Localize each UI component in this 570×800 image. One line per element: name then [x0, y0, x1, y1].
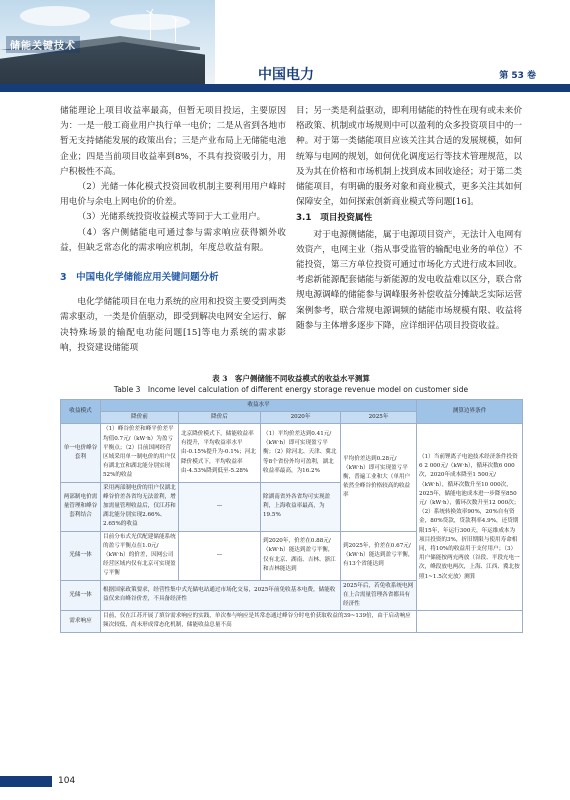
- revenue-table: [60, 399, 523, 633]
- cell-2025: 2025年后，若免收系统电网在上合需量管理各省都具有经济性: [341, 580, 417, 611]
- cell-price-after: —: [179, 531, 261, 580]
- paragraph: （3）光储系统投资收益模式等同于大工业用户。: [77, 212, 266, 223]
- header-2020: 2020年: [261, 412, 341, 424]
- header-mode: 收益模式: [61, 400, 101, 424]
- cell-mode: 光储一体: [61, 580, 101, 611]
- cell-2020: 除湖南省外各省均可实现盈利，上海收益率最高，为19.5%: [261, 482, 341, 531]
- cell-mode: 单一电价峰谷套利: [61, 424, 101, 482]
- cell-price-after: 北京降价模式下，储能收益率有提升，平均收益率水平由-0.15%提升为-0.1%；河北降价模式下，平均收益率由-4.53%降到低至-5.28%: [179, 424, 261, 482]
- paragraph: 对于电源侧储能，属于电源项目资产，无法计入电网有效资产，电网主业（指从事受监管的输配电业务的单位）不能投资，第三方单位投资可通过市场化方式进行成本回收。考虑新能源配套储能与新能源的发电收益难以区分，联合常规电源调峰的储能参与调峰服务补偿收益分摊缺乏实际运营案例参考，联合常规电源调频的储能市场规模有限、收益将随参与主体增多逐步下降，应详细评估项目投资收益。: [296, 229, 522, 331]
- cell-mode: 光储一体: [61, 531, 101, 580]
- paragraph: （4）客户侧储能电可通过参与需求响应获得额外收益，但缺乏常态化的需求响应机制，年度总收益有限。: [60, 227, 286, 253]
- header-2025: 2025年: [341, 412, 417, 424]
- wind-turbine-icon: [150, 12, 151, 40]
- cell-price-down: 目前分布式光伏配建储能系统的盈亏平衡点在1.0元/（kW·h）的价差，因网公司经营区域内仅有北京可实现盈亏平衡: [101, 531, 179, 580]
- page-number: 104: [58, 776, 76, 786]
- right-column: [296, 104, 522, 334]
- table-row: [61, 611, 523, 632]
- cell-price-after: —: [179, 482, 261, 531]
- cell-price-down: 采用两部制电价的用户仅湖北峰谷价差各省均无法盈利，增加需量管理收益后，仅江苏和湖北能分别实现2.66%、2.65%的收益: [101, 482, 179, 531]
- paragraph: 储能理论上项目收益率最高，但暂无项目投运，主要原因为：一是一般工商业用户执行单一电价；二是从省到各地市暂无支持储能发展的政策出台；三是产业布局上无储能电池企业；四是当前项目收益率到8%，不具有投资吸引力，用户积极性不高。: [60, 106, 286, 177]
- header-price-down: 降价前: [101, 412, 179, 424]
- cell-mode: 两部制电价需量管理和峰谷套利结合: [61, 482, 101, 531]
- paragraph: 电化学储能项目在电力系统的应用和投资主要受到两类需求驱动，一类是价值驱动，即受到解决电网安全运行、解决特殊场景的输配电功能问题[15]等电力系统的需求影响，投资建设储能项: [60, 297, 286, 353]
- wind-turbine-icon: [175, 18, 176, 42]
- cell-price-down: （1）峰谷价差和峰平价差平均值0.7元/（kW·h）为盈亏平衡点；（2）目前国网经营区域采用单一制电价的用户仅有湖北宜和湖北能分别实现52%的收益: [101, 424, 179, 482]
- cell-2020: （1）平均价差达到0.41元/（kW·h）即可实现盈亏平衡；（2）除河北、天津、冀北等8个省份外均可盈利，湖北收益率最高，为16.2%: [261, 424, 341, 482]
- header-level: 收益水平: [101, 400, 417, 412]
- cell-2020: 到2020年，价差在0.88元/（kW·h）能达到盈亏平衡，仅有北京、湖南、吉林、浙江和吉林能达到: [261, 531, 341, 580]
- paragraph: （2）光储一体化模式投资回收机制主要利用用户峰时用电价与余电上网电价的价差。: [60, 182, 286, 208]
- cell-price-down: 目前，仅在江苏开展了填谷需求响应的实践，单次参与响应是其常态通过峰谷分时电价获取收益的39~139倍，由于启动响应频次较低，尚未形成常态化机制，储能收益总量不高: [101, 611, 417, 632]
- header-price-after: 降价后: [179, 412, 261, 424]
- page-number-bar: [0, 776, 52, 787]
- cell-2025: 到2025年，价差在0.67元/（kW·h）能达到盈亏平衡，有13个省能达到: [341, 531, 417, 580]
- subsection-heading: 3.1 项目投资属性: [296, 213, 373, 224]
- cloud-decoration: [20, 6, 90, 26]
- cell-2025: 平均价差达到0.28元/（kW·h）即可实现盈亏平衡，普遍工业和大（单用户依然全峰谷价格较高的收益率: [341, 424, 417, 531]
- paragraph: 目；另一类是利益驱动，即利用储能的特性在现有或未来价格政策、机制或市场规则中可以盈利的众多投资项目中的一种。对于第一类储能项目应该关注其合适的发展规模，如何统筹与电网的规划，如何优化调度运行等技术管理规范，以及为其在价格和市场机制上找到成本回收途径；对于第二类储能项目，有明确的服务对象和商业模式，更多关注其如何保障安全，如何探索创新商业模式等问题[16]。: [296, 106, 522, 208]
- header-boundary: 测算边界条件: [417, 400, 523, 424]
- cell-mode: 需求响应: [61, 611, 101, 632]
- cell-price-down: 根据国家政策要求，经营性集中式光储电站通过市场化交易，2025年前免收基本电费，储能收益仅来自峰谷价差，不具备经济性: [101, 580, 341, 611]
- header-band: [0, 84, 570, 92]
- journal-volume: 第 53 卷: [499, 71, 536, 81]
- journal-title: 中国电力: [258, 67, 314, 83]
- section-tag: 储能关键技术: [6, 36, 80, 53]
- table-caption-en: Table 3 Income level calculation of different energy storage revenue model on customer side: [113, 385, 469, 394]
- table-caption-cn: 表 3 客户侧储能不同收益模式的收益水平测算: [212, 374, 370, 383]
- table-row: [61, 424, 523, 482]
- cell-boundary: （1）当前锂离子电池技术经济条件投资6 2 000元/（kW·h），循环次数6 000次，2020年成本降至1 500元/（kW·h），循环次数升至10 000次，2025年，储能电池成本进一步降至850元/（kW·h），循环次数升至12 000次；（2）系统转换效率90%，20%自有资金，80%贷款，贷款利率4.9%，还贷期限15年，年运行300天，年运维成本为项目投资的3%，折旧期限与使用寿命相同，将10%的收益用于支付用户；（3）用户储能按两充两放（谷段、平段充电一次，峰段放电两次，上海、江西、冀北按照1~1.5次充放）测算: [417, 424, 523, 611]
- section-heading: 3 中国电化学储能应用关键问题分析: [60, 272, 219, 284]
- left-column: [60, 104, 286, 356]
- cell-boundary: [417, 611, 523, 632]
- header-photo: [0, 0, 215, 84]
